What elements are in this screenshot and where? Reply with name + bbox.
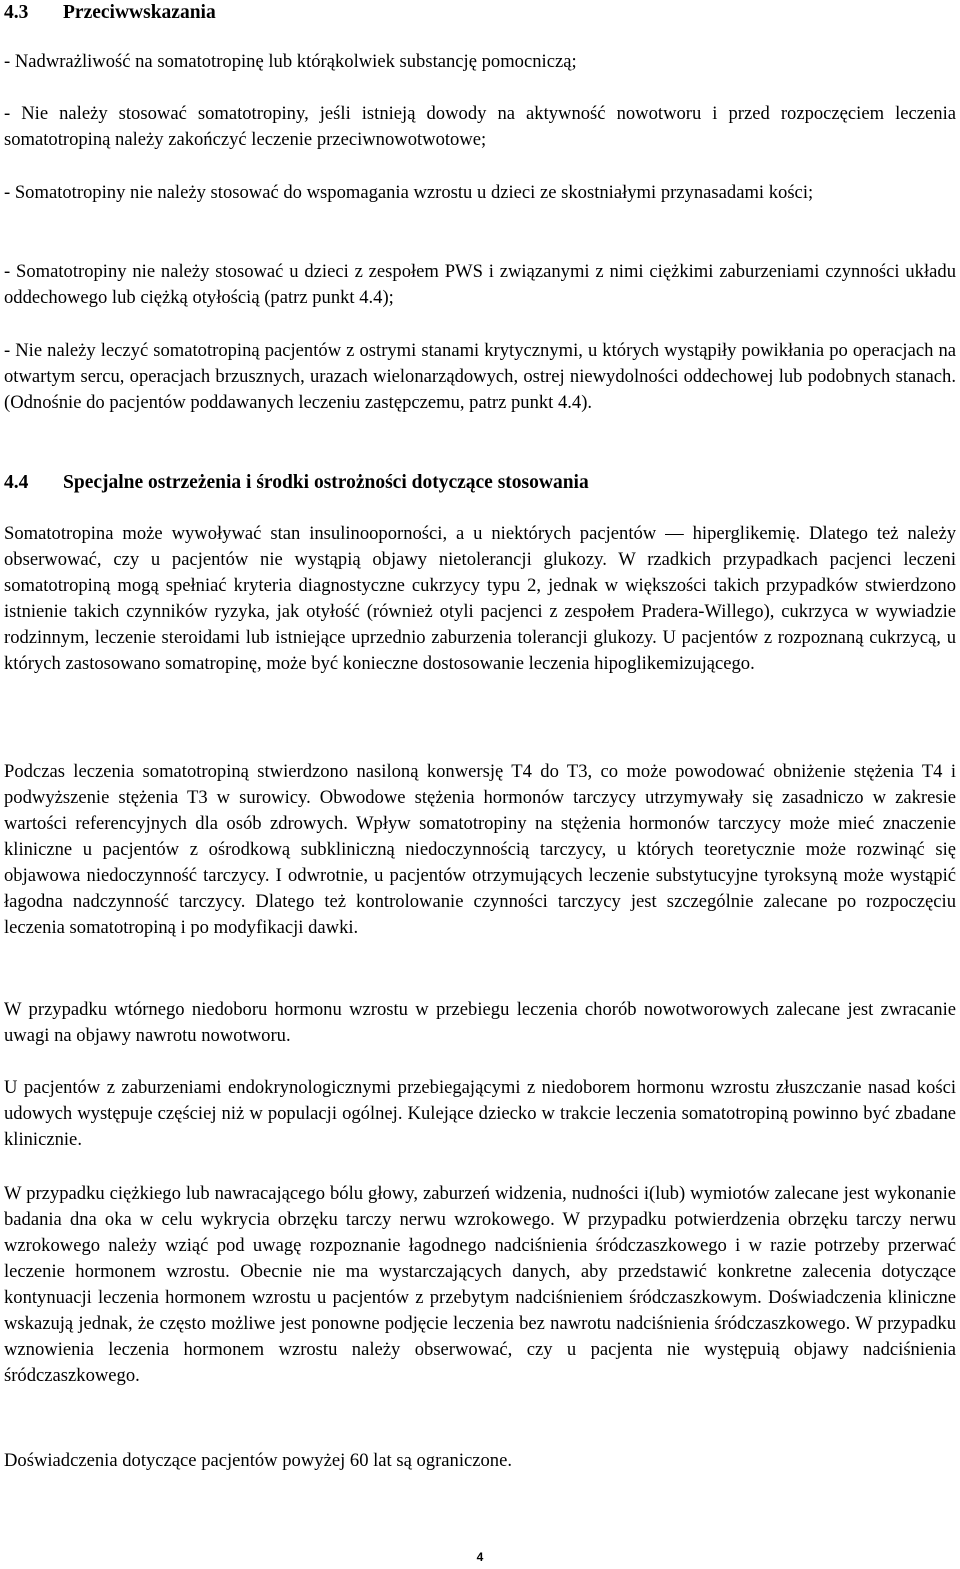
paragraph-thyroid: Podczas leczenia somatotropiną stwierdzono nasiloną konwersję T4 do T3, co może powodować obniżenie stężenia T4 i podwyższenie stężenia T3 w surowicy. Obwodowe stężenia hormonów tarczycy utrzymywały się zasadniczo w zakresie wartości referencyjnych dla osób zdrowych. Wpływ somatotropiny na stężenia hormonów tarczycy może mieć znaczenie kliniczne u pacjentów z ośrodkową subkliniczną niedoczynnością tarczycy, u których teoretycznie może rozwinąć się objawowa niedoczynność tarczycy. I odwrotnie, u pacjentów otrzymujących leczenie substytucyjne tyroksyną może wystąpić łagodna nadczynność tarczycy. Dlatego też kontrolowanie czynności tarczycy jest szczególnie zalecane po rozpoczęciu leczenia somatotropiną i po modyfikacji dawki. [4, 761, 956, 938]
contraindication-item: - Somatotropiny nie należy stosować u dzieci z zespołem PWS i związanymi z nimi ciężkimi zaburzeniami czynności układu oddechowego lub ciężką otyłością (patrz punkt 4.4); [4, 261, 956, 308]
section-title: Przeciwwskazania [63, 2, 216, 23]
contraindication-item: - Somatotropiny nie należy stosować do wspomagania wzrostu u dzieci ze skostniałymi przynasadami kości; [4, 182, 814, 203]
section-title: Specjalne ostrzeżenia i środki ostrożności dotyczące stosowania [63, 472, 589, 493]
paragraph-insulin-resistance: Somatotropina może wywoływać stan insulinooporności, a u niektórych pacjentów — hiperglikemię. Dlatego też należy obserwować, czy u pacjentów nie wystąpią objawy nietolerancji glukozy. W rzadkich przypadkach pacjenci leczeni somatotropiną mogą spełniać kryteria diagnostyczne cukrzycy typu 2, jednak w większości takich przypadków stwierdzono istnienie takich czynników ryzyka, jak otyłość (również otyli pacjenci z zespołem Pradera-Willego), cukrzyca w wywiadzie rodzinnym, leczenie steroidami lub istniejące uprzednio zaburzenia tolerancji glukozy. U pacjentów z rozpoznaną cukrzycą, u których zastosowano somatropinę, może być konieczne dostosowanie leczenia hipoglikemizującego. [4, 523, 956, 674]
contraindication-item: - Nie należy leczyć somatotropiną pacjentów z ostrymi stanami krytycznymi, u których wystąpiły powikłania po operacjach na otwartym sercu, operacjach brzusznych, urazach wielonarządowych, ostrej niewydolności oddechowej lub podobnych stanach. (Odnośnie do pacjentów poddawanych leczeniu zastępczemu, patrz punkt 4.4). [4, 340, 956, 413]
section-heading-4-3 [4, 0, 216, 26]
section-heading-4-4 [4, 470, 589, 496]
paragraph-femoral-epiphysis: U pacjentów z zaburzeniami endokrynologicznymi przebiegającymi z niedoborem hormonu wzrostu złuszczanie nasad kości udowych występuje częściej niż w populacji ogólnej. Kulejące dziecko w trakcie leczenia somatotropiną powinno być zbadane klinicznie. [4, 1077, 956, 1150]
section-number: 4.3 [4, 2, 29, 23]
paragraph-elderly: Doświadczenia dotyczące pacjentów powyżej 60 lat są ograniczone. [4, 1450, 513, 1471]
paragraph-secondary-deficiency: W przypadku wtórnego niedoboru hormonu wzrostu w przebiegu leczenia chorób nowotworowych zalecane jest zwracanie uwagi na objawy nawrotu nowotworu. [4, 999, 956, 1046]
contraindication-item: - Nie należy stosować somatotropiny, jeśli istnieją dowody na aktywność nowotworu i przed rozpoczęciem leczenia somatotropiną należy zakończyć leczenie przeciwnowotwotowe; [4, 103, 956, 150]
section-number: 4.4 [4, 472, 29, 493]
contraindication-item: - Nadwrażliwość na somatotropinę lub którąkolwiek substancję pomocniczą; [4, 51, 577, 72]
page-number: 4 [476, 1550, 484, 1564]
paragraph-intracranial-hypertension: W przypadku ciężkiego lub nawracającego bólu głowy, zaburzeń widzenia, nudności i(lub) wymiotów zalecane jest wykonanie badania dna oka w celu wykrycia obrzęku tarczy nerwu wzrokowego. W przypadku potwierdzenia obrzęku tarczy nerwu wzrokowego należy wziąć pod uwagę rozpoznanie łagodnego nadciśnienia śródczaszkowego i w razie potrzeby przerwać leczenie hormonem wzrostu. Obecnie nie ma wystarczających danych, aby przedstawić konkretne zalecenia dotyczące kontynuacji leczenia hormonem wzrostu u pacjentów z przebytym nadciśnieniem śródczaszkowym. Doświadczenia kliniczne wskazują jednak, że często możliwe jest ponowne podjęcie leczenia bez nawrotu nadciśnienia śródczaszkowego. W przypadku wznowienia leczenia hormonem wzrostu należy obserwować, czy u pacjenta nie występuią objawy nadciśnienia śródczaszkowego. [4, 1183, 956, 1386]
